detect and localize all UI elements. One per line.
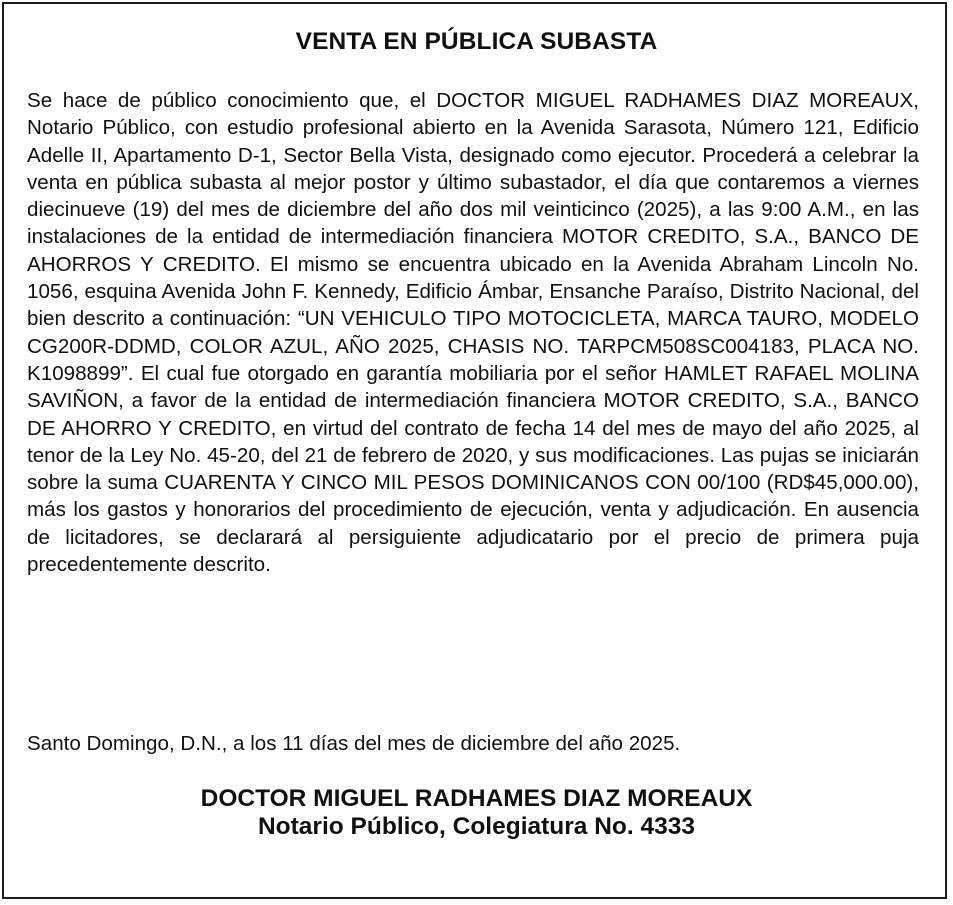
notice-body-paragraph: Se hace de público conocimiento que, el DOCTOR MIGUEL RADHAMES DIAZ MOREAUX, Notario Público, con estudio profesional abierto en la Avenida Sarasota, Número 121, Edificio Adelle II, Apartamento D-1, Sector Bella Vista, designado como ejecutor. Procederá a celebrar la venta en pública subasta al mejor postor y último subastador, el día que contaremos a viernes diecinueve (19) del mes de diciembre del año dos mil veinticinco (2025), a las 9:00 A.M., en las instalaciones de la entidad de intermediación financiera MOTOR CREDITO, S.A., BANCO DE AHORROS Y CREDITO. El mismo se encuentra ubicado en la Avenida Abraham Lincoln No. 1056, esquina Avenida John F. Kennedy, Edificio Ámbar, Ensanche Paraíso, Distrito Nacional, del bien descrito a continuación: “UN VEHICULO TIPO MOTOCICLETA, MARCA TAURO, MODELO CG200R-DDMD, COLOR AZUL, AÑO 2025, CHASIS NO. TARPCM508SC004183, PLACA NO. K1098899”. El cual fue otorgado en garantía mobiliaria por el señor HAMLET RAFAEL MOLINA SAVIÑON, a favor de la entidad de intermediación financiera MOTOR CREDITO, S.A., BANCO DE AHORRO Y CREDITO, en virtud del contrato de fecha 14 del mes de mayo del año 2025, al tenor de la Ley No. 45-20, del 21 de febrero de 2020, y sus modificaciones. Las pujas se iniciarán sobre la suma CUARENTA Y CINCO MIL PESOS DOMINICANOS CON 00/100 (RD$45,000.00), más los gastos y honorarios del procedimiento de ejecución, venta y adjudicación. En ausencia de licitadores, se declarará al persiguiente adjudicatario por el precio de primera puja precedentemente descrito. [27, 89, 919, 577]
notice-dateline: Santo Domingo, D.N., a los 11 días del mes de diciembre del año 2025. [27, 732, 681, 755]
signatory-role: Notario Público, Colegiatura No. 4333 [257, 813, 695, 840]
signature-block [0, 785, 953, 841]
signatory-name: DOCTOR MIGUEL RADHAMES DIAZ MOREAUX [200, 785, 753, 812]
notice-title: VENTA EN PÚBLICA SUBASTA [295, 28, 658, 55]
